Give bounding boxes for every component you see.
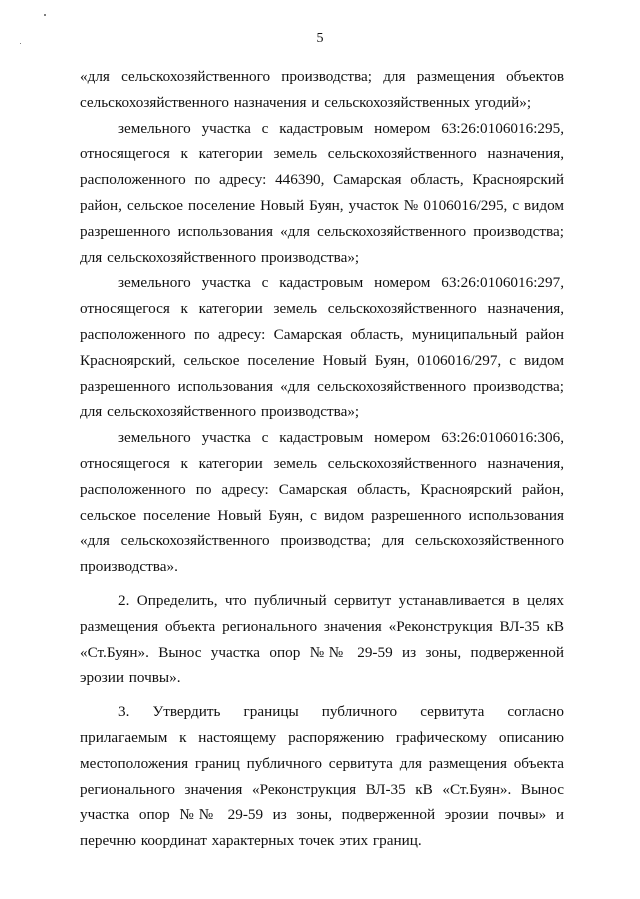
- paragraph-item-3: 3. Утвердить границы публичного сервитута согласно прилагаемым к настоящему распоряжению графическому описанию местоположения границ публичного сервитута для размещения объекта регионального значения «Реконструкция ВЛ-35 кВ «Ст.Буян». Вынос участка опор №№ 29-59 из зоны, подверженной эрозии почвы» и перечню координат характерных точек этих границ.: [80, 703, 564, 850]
- paragraph-continuation: «для сельскохозяйственного производства; для размещения объектов сельскохозяйственного назначения и сельскохозяйственных угодий»;: [80, 68, 564, 111]
- paragraph-item-2: 2. Определить, что публичный сервитут устанавливается в целях размещения объекта регионального значения «Реконструкция ВЛ-35 кВ «Ст.Буян». Вынос участка опор №№ 29-59 из зоны, подверженной эрозии почвы».: [80, 591, 564, 687]
- page-number: 5: [316, 31, 324, 46]
- paragraph-land-plot-297: земельного участка с кадастровым номером 63:26:0106016:297, относящегося к категории земель сельскохозяйственного назначения, расположенного по адресу: Самарская область, муниципальный район Красноярский, сельское поселение Новый Буян, 0106016/297, с видом разрешенного использования «для сельскохозяйственного производства; для сельскохозяйственного производства»;: [80, 274, 564, 421]
- paragraph-land-plot-295: земельного участка с кадастровым номером 63:26:0106016:295, относящегося к категории земель сельскохозяйственного назначения, расположенного по адресу: 446390, Самарская область, Красноярский район, сельское поселение Новый Буян, участок № 0106016/295, с видом разрешенного использования «для сельскохозяйственного производства; для сельскохозяйственного производства»;: [80, 119, 564, 266]
- scan-speck: [44, 14, 46, 16]
- document-body: [80, 64, 564, 854]
- paragraph-land-plot-306: земельного участка с кадастровым номером 63:26:0106016:306, относящегося к категории земель сельскохозяйственного назначения, расположенного по адресу: Самарская область, Красноярский район, сельское поселение Новый Буян, с видом разрешенного использования «для сельскохозяйственного производства; для сельскохозяйственного производства».: [80, 429, 564, 576]
